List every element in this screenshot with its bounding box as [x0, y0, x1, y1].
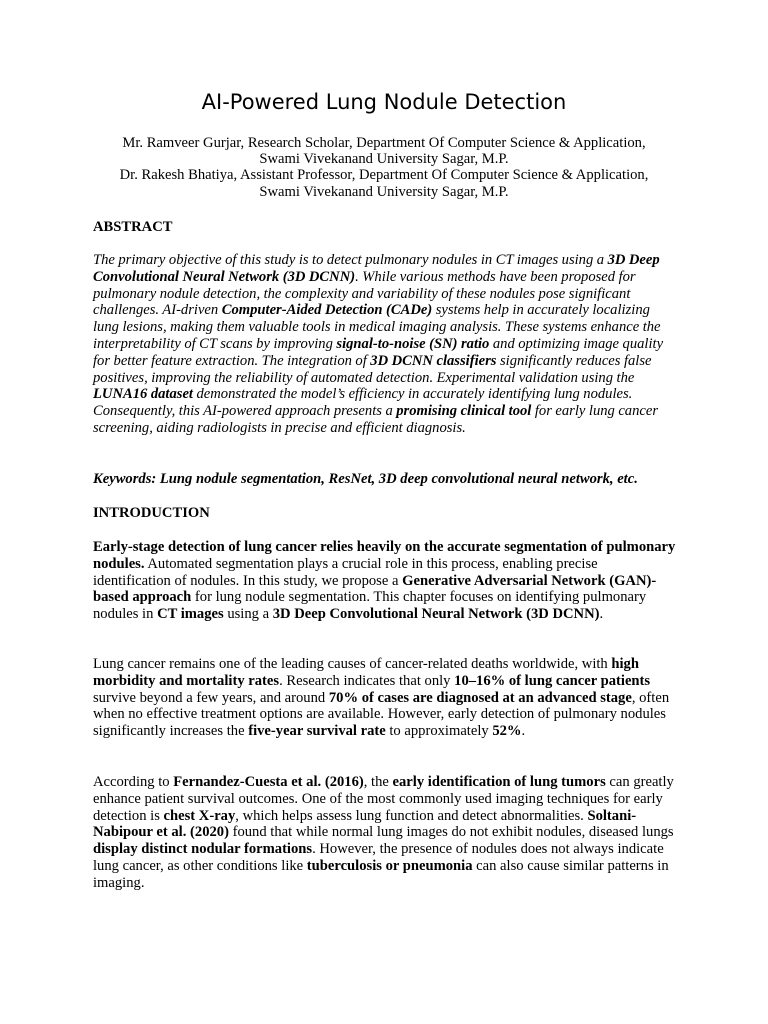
- text-segment: The primary objective of this study is to detect pulmonary nodules in CT images using a: [93, 252, 608, 268]
- text-segment: . Research indicates that only: [279, 672, 455, 689]
- text-segment: for early lung cancer screening, aiding radiologists in precise and efficient diagnosis.: [93, 403, 659, 436]
- author-line: Swami Vivekanand University Sagar, M.P.: [259, 151, 509, 168]
- text-segment: . While various methods have been proposed for pulmonary nodule detection, the complexity and variability of these nodules pose significant challenges. AI-driven: [93, 268, 636, 319]
- bold-text-segment: 3D Deep Convolutional Neural Network (3D DCNN): [272, 606, 600, 623]
- bold-text-segment: Early-stage detection of lung cancer relies heavily on the accurate segmentation of pulmonary nodules.: [93, 539, 676, 572]
- bold-text-segment: five-year survival rate: [248, 723, 386, 740]
- bold-text-segment: 10–16% of lung cancer patients: [454, 672, 651, 689]
- bold-text-segment: early identification of lung tumors: [392, 774, 606, 790]
- text-segment: and optimizing image quality for better feature extraction. The integration of: [93, 335, 664, 369]
- text-segment: .: [521, 723, 526, 740]
- bold-text-segment: Generative Adversarial Network (GAN)-based approach: [93, 572, 657, 606]
- bold-text-segment: LUNA16 dataset: [93, 386, 193, 403]
- intro-paragraph-2: [93, 656, 679, 740]
- text-segment: using a: [223, 606, 273, 623]
- bold-text-segment: CT images: [157, 606, 224, 623]
- bold-text-segment: 70% of cases are diagnosed at an advanced stage: [328, 689, 632, 706]
- text-segment: , the: [363, 774, 393, 790]
- bold-text-segment: Fernandez-Cuesta et al. (2016): [173, 774, 364, 790]
- intro-paragraph-3: [93, 774, 679, 892]
- abstract-paragraph: [93, 252, 679, 437]
- text-segment: , often when no effective treatment options are available. However, early detection of pulmonary nodules significantly increases the: [93, 689, 670, 740]
- bold-text-segment: Soltani-Nabipour et al. (2020): [93, 807, 637, 841]
- author-line: Mr. Ramveer Gurjar, Research Scholar, Department Of Computer Science & Application,: [122, 135, 646, 151]
- text-segment: significantly reduces false positives, improving the reliability of automated detection. Experimental validation using the: [93, 352, 652, 386]
- author-block: [92, 135, 676, 200]
- text-segment: . However, the presence of nodules does not always indicate lung cancer, as other conditions like: [93, 841, 664, 874]
- text-segment: demonstrated the model’s efficiency in accurately identifying lung nodules. Consequently, this AI-powered approach presents a: [93, 386, 633, 420]
- text-segment: , which helps assess lung function and detect abnormalities.: [235, 807, 588, 824]
- text-segment: to approximately: [385, 723, 493, 740]
- text-segment: Lung cancer remains one of the leading causes of cancer-related deaths worldwide, with: [93, 656, 612, 672]
- text-segment: .: [599, 606, 604, 623]
- bold-text-segment: display distinct nodular formations: [93, 841, 313, 858]
- text-segment: systems help in accurately localizing lung lesions, making them valuable tools in medical imaging analysis. These systems enhance the interpretability of CT scans by improving: [93, 302, 661, 352]
- bold-text-segment: 3D DCNN classifiers: [370, 352, 497, 369]
- author-line: Dr. Rakesh Bhatiya, Assistant Professor, Department Of Computer Science & Application,: [119, 167, 649, 184]
- text-segment: found that while normal lung images do not exhibit nodules, diseased lungs: [228, 824, 674, 841]
- bold-text-segment: tuberculosis or pneumonia: [306, 857, 473, 874]
- paper-title: AI-Powered Lung Nodule Detection: [201, 90, 567, 114]
- text-segment: for lung nodule segmentation. This chapter focuses on identifying pulmonary nodules in: [93, 589, 647, 623]
- abstract-heading: ABSTRACT: [93, 219, 173, 235]
- text-segment: survive beyond a few years, and around: [93, 689, 329, 706]
- bold-text-segment: high morbidity and mortality rates: [93, 656, 639, 689]
- bold-text-segment: Computer-Aided Detection (CADe): [221, 302, 433, 319]
- text-segment: can greatly enhance patient survival outcomes. One of the most commonly used imaging techniques for early detection is: [93, 774, 674, 824]
- introduction-heading: INTRODUCTION: [93, 505, 210, 521]
- intro-paragraph-1: [93, 539, 679, 623]
- bold-text-segment: 52%: [492, 723, 522, 740]
- text-segment: According to: [93, 774, 174, 790]
- keywords-line: Keywords: Lung nodule segmentation, ResNet, 3D deep convolutional neural network, etc.: [93, 471, 638, 487]
- bold-text-segment: promising clinical tool: [396, 403, 532, 420]
- text-segment: can also cause similar patterns in imaging.: [93, 857, 669, 891]
- bold-text-segment: 3D Deep Convolutional Neural Network (3D DCNN): [93, 252, 660, 285]
- text-segment: Automated segmentation plays a crucial role in this process, enabling precise identification of nodules. In this study, we propose a: [93, 555, 598, 589]
- author-line: Swami Vivekanand University Sagar, M.P.: [259, 183, 509, 200]
- bold-text-segment: signal-to-noise (SN) ratio: [336, 335, 490, 352]
- bold-text-segment: chest X-ray: [163, 807, 236, 824]
